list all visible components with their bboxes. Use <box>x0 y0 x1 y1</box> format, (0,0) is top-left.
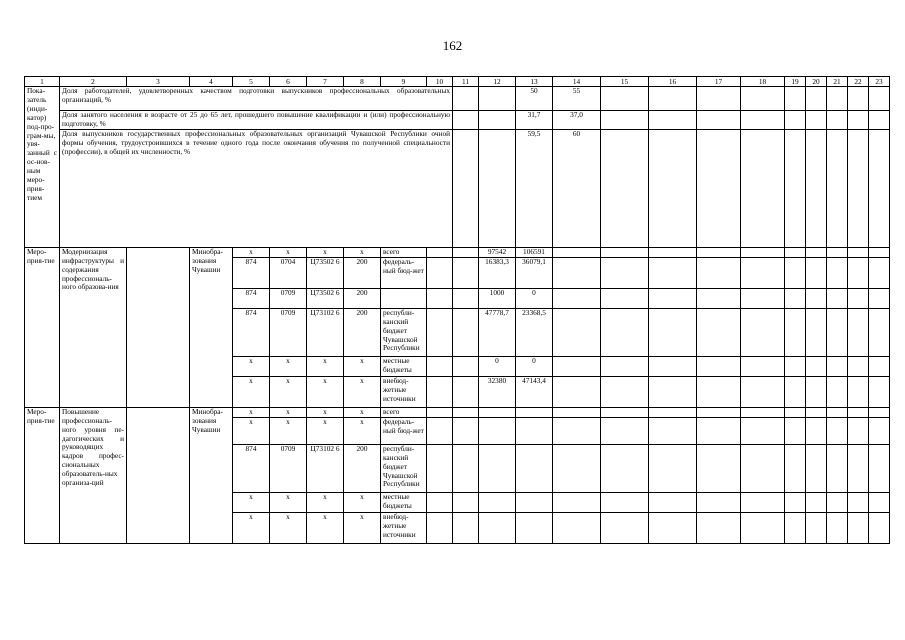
empty-cell <box>479 129 516 247</box>
empty-cell <box>785 417 806 444</box>
empty-cell <box>827 111 848 130</box>
empty-cell <box>601 417 649 444</box>
empty-cell <box>697 512 741 543</box>
column-number: 20 <box>806 77 827 87</box>
event-executor: Минобра-зования Чувашии <box>190 247 233 407</box>
empty-cell <box>869 247 890 257</box>
event-row <box>25 247 890 257</box>
empty-cell <box>649 87 697 111</box>
column-number: 11 <box>453 77 479 87</box>
empty-cell <box>827 492 848 512</box>
value-12 <box>479 512 516 543</box>
empty-cell <box>806 417 827 444</box>
section-code: х <box>270 407 307 417</box>
grbs-code: 874 <box>233 257 270 288</box>
grbs-code: х <box>233 492 270 512</box>
expense-type-code: х <box>344 247 381 257</box>
empty-cell <box>601 356 649 376</box>
column-number: 23 <box>869 77 890 87</box>
empty-cell <box>827 444 848 492</box>
empty-cell <box>453 512 479 543</box>
empty-cell <box>649 356 697 376</box>
empty-cell <box>806 492 827 512</box>
empty-cell <box>806 111 827 130</box>
empty-cell <box>479 87 516 111</box>
event-executor: Минобра-зования Чувашии <box>190 407 233 543</box>
empty-cell <box>601 247 649 257</box>
column-number: 5 <box>233 77 270 87</box>
funding-source: федераль-ный бюд-жет <box>381 417 427 444</box>
target-article-code: Ц73102 6 <box>307 308 344 356</box>
value-13: 36079,1 <box>516 257 553 288</box>
empty-cell <box>785 288 806 308</box>
empty-cell <box>869 417 890 444</box>
empty-cell <box>649 512 697 543</box>
funding-source: местные бюджеты <box>381 492 427 512</box>
empty-cell <box>427 492 453 512</box>
funding-source: всего <box>381 247 427 257</box>
expense-type-code: 200 <box>344 444 381 492</box>
empty-cell <box>427 512 453 543</box>
empty-cell <box>869 111 890 130</box>
empty-cell <box>827 288 848 308</box>
value-12 <box>479 444 516 492</box>
empty-cell <box>453 308 479 356</box>
empty-cell <box>806 407 827 417</box>
empty-cell <box>601 87 649 111</box>
empty-cell <box>697 247 741 257</box>
empty-cell <box>806 288 827 308</box>
target-article-code: х <box>307 376 344 407</box>
empty-cell <box>553 308 601 356</box>
empty-cell <box>741 512 785 543</box>
column-number: 22 <box>848 77 869 87</box>
empty-cell <box>453 376 479 407</box>
column-number: 6 <box>270 77 307 87</box>
empty-cell <box>869 444 890 492</box>
value-12: 97542 <box>479 247 516 257</box>
column-number: 9 <box>381 77 427 87</box>
value-12: 32380 <box>479 376 516 407</box>
column-number: 19 <box>785 77 806 87</box>
empty-cell <box>848 407 869 417</box>
section-code: х <box>270 492 307 512</box>
empty-cell <box>827 308 848 356</box>
empty-cell <box>785 247 806 257</box>
target-article-code: х <box>307 492 344 512</box>
empty-cell <box>697 257 741 288</box>
empty-cell <box>827 257 848 288</box>
target-article-code: х <box>307 407 344 417</box>
column-number: 10 <box>427 77 453 87</box>
event-label: Меро-прия-тие <box>25 407 60 543</box>
empty-cell <box>453 288 479 308</box>
indicator-value-13: 37,0 <box>553 111 601 130</box>
empty-cell <box>741 308 785 356</box>
empty-cell <box>741 129 785 247</box>
section-code: 0709 <box>270 288 307 308</box>
empty-cell <box>427 308 453 356</box>
indicator-value-13: 55 <box>553 87 601 111</box>
section-code: х <box>270 356 307 376</box>
empty-cell <box>601 444 649 492</box>
funding-source: местные бюджеты <box>381 356 427 376</box>
empty-cell <box>869 308 890 356</box>
empty-cell <box>848 417 869 444</box>
empty-cell <box>649 308 697 356</box>
value-13 <box>516 417 553 444</box>
empty-cell <box>427 257 453 288</box>
empty-cell <box>848 492 869 512</box>
value-13 <box>516 492 553 512</box>
column-number: 3 <box>127 77 190 87</box>
column-number: 2 <box>60 77 127 87</box>
empty-cell <box>649 111 697 130</box>
funding-source <box>381 288 427 308</box>
empty-cell <box>827 356 848 376</box>
empty-cell <box>848 288 869 308</box>
target-article-code: Ц73502 6 <box>307 257 344 288</box>
event-label: Меро-прия-тие <box>25 247 60 407</box>
empty-cell <box>806 356 827 376</box>
value-13: 47143,4 <box>516 376 553 407</box>
grbs-code: 874 <box>233 308 270 356</box>
value-12: 47778,7 <box>479 308 516 356</box>
empty-cell <box>848 129 869 247</box>
expense-type-code: х <box>344 376 381 407</box>
empty-cell <box>601 492 649 512</box>
empty-cell <box>553 356 601 376</box>
empty-cell <box>697 308 741 356</box>
empty-cell <box>697 376 741 407</box>
empty-cell <box>649 288 697 308</box>
value-12: 16383,3 <box>479 257 516 288</box>
indicator-value-12: 59,5 <box>516 129 553 247</box>
funding-source: федераль-ный бюд-жет <box>381 257 427 288</box>
empty-cell <box>697 444 741 492</box>
empty-cell <box>601 288 649 308</box>
empty-cell <box>741 87 785 111</box>
indicator-value-12: 31,7 <box>516 111 553 130</box>
indicator-row <box>25 87 890 111</box>
value-12 <box>479 417 516 444</box>
empty-cell <box>453 444 479 492</box>
empty-cell <box>741 417 785 444</box>
empty-cell <box>806 308 827 356</box>
empty-cell <box>553 417 601 444</box>
indicator-text: Доля выпускников государственных профессиональных образовательных организаций Чувашской Республики очной формы обучения, трудоустроившихся в течение одного года после окончания обучения по полученной специальности (профессии), в общей их численности, % <box>60 129 453 247</box>
expense-type-code: 200 <box>344 257 381 288</box>
empty-cell <box>869 356 890 376</box>
column-number: 14 <box>553 77 601 87</box>
empty-cell <box>785 444 806 492</box>
empty-cell <box>869 87 890 111</box>
empty-cell <box>785 87 806 111</box>
empty-cell <box>649 129 697 247</box>
empty-cell <box>427 417 453 444</box>
indicator-label: Пока-затель (инди-катор) под-про-грам-мы, увя-занный с ос-нов-ным меро-прия-тием <box>25 87 60 248</box>
funding-source: республи-канский бюджет Чувашской Республики <box>381 444 427 492</box>
value-13 <box>516 444 553 492</box>
target-article-code: х <box>307 512 344 543</box>
section-code: 0709 <box>270 444 307 492</box>
empty-cell <box>697 288 741 308</box>
empty-cell <box>697 356 741 376</box>
target-article-code: Ц73502 6 <box>307 288 344 308</box>
empty-cell <box>848 444 869 492</box>
empty-cell <box>649 417 697 444</box>
empty-cell <box>741 247 785 257</box>
section-code: 0709 <box>270 308 307 356</box>
grbs-code: х <box>233 376 270 407</box>
empty-cell <box>848 111 869 130</box>
indicator-row <box>25 129 890 247</box>
grbs-code: 874 <box>233 288 270 308</box>
empty-cell <box>453 111 479 130</box>
grbs-code: х <box>233 247 270 257</box>
funding-source: внебюд-жетные источники <box>381 376 427 407</box>
empty-cell <box>806 129 827 247</box>
empty-cell <box>453 356 479 376</box>
indicator-text: Доля работодателей, удовлетворенных качеством подготовки выпускников профессиональных образовательных организаций, % <box>60 87 453 111</box>
column-number: 16 <box>649 77 697 87</box>
event-name: Модернизация инфраструктуры и содержания профессиональ-ного образова-ния <box>60 247 127 407</box>
empty-cell <box>553 288 601 308</box>
value-12: 0 <box>479 356 516 376</box>
value-13: 23368,5 <box>516 308 553 356</box>
empty-cell <box>848 512 869 543</box>
empty-cell <box>806 376 827 407</box>
empty-cell <box>869 129 890 247</box>
empty-cell <box>827 247 848 257</box>
budget-table <box>24 76 890 544</box>
column-number: 13 <box>516 77 553 87</box>
empty-cell <box>806 444 827 492</box>
empty-cell <box>827 129 848 247</box>
empty-cell <box>697 87 741 111</box>
empty-cell <box>453 417 479 444</box>
expense-type-code: х <box>344 407 381 417</box>
empty-cell <box>806 512 827 543</box>
empty-cell <box>553 247 601 257</box>
funding-source: всего <box>381 407 427 417</box>
column-number: 12 <box>479 77 516 87</box>
empty-cell <box>785 356 806 376</box>
column-number-row <box>25 77 890 87</box>
empty-cell <box>697 492 741 512</box>
empty-cell <box>827 417 848 444</box>
empty-cell <box>741 257 785 288</box>
empty-cell <box>649 247 697 257</box>
indicator-row <box>25 111 890 130</box>
empty-cell <box>869 376 890 407</box>
empty-cell <box>697 129 741 247</box>
grbs-code: х <box>233 512 270 543</box>
empty-cell <box>127 407 190 543</box>
event-name: Повышение профессиональ-ного уровня пе-дагогических и руководящих кадров профес-сиональных образователь-ных организа-ций <box>60 407 127 543</box>
expense-type-code: 200 <box>344 288 381 308</box>
empty-cell <box>649 257 697 288</box>
empty-cell <box>869 407 890 417</box>
empty-cell <box>827 512 848 543</box>
indicator-value-12: 50 <box>516 87 553 111</box>
event-row <box>25 407 890 417</box>
expense-type-code: х <box>344 512 381 543</box>
empty-cell <box>601 257 649 288</box>
empty-cell <box>697 111 741 130</box>
empty-cell <box>827 87 848 111</box>
empty-cell <box>553 407 601 417</box>
section-code: х <box>270 247 307 257</box>
empty-cell <box>127 247 190 407</box>
column-number: 4 <box>190 77 233 87</box>
empty-cell <box>827 376 848 407</box>
empty-cell <box>848 376 869 407</box>
empty-cell <box>553 492 601 512</box>
empty-cell <box>741 376 785 407</box>
empty-cell <box>869 492 890 512</box>
empty-cell <box>785 257 806 288</box>
empty-cell <box>806 87 827 111</box>
expense-type-code: х <box>344 356 381 376</box>
target-article-code: х <box>307 356 344 376</box>
empty-cell <box>453 407 479 417</box>
section-code: 0704 <box>270 257 307 288</box>
empty-cell <box>741 444 785 492</box>
empty-cell <box>427 288 453 308</box>
empty-cell <box>848 308 869 356</box>
expense-type-code: х <box>344 492 381 512</box>
empty-cell <box>427 407 453 417</box>
section-code: х <box>270 417 307 444</box>
empty-cell <box>741 492 785 512</box>
empty-cell <box>427 247 453 257</box>
empty-cell <box>553 444 601 492</box>
value-13: 106591 <box>516 247 553 257</box>
empty-cell <box>869 512 890 543</box>
empty-cell <box>697 417 741 444</box>
column-number: 8 <box>344 77 381 87</box>
empty-cell <box>741 288 785 308</box>
empty-cell <box>601 129 649 247</box>
empty-cell <box>601 111 649 130</box>
grbs-code: х <box>233 356 270 376</box>
value-13: 0 <box>516 288 553 308</box>
empty-cell <box>785 129 806 247</box>
column-number: 18 <box>741 77 785 87</box>
empty-cell <box>806 247 827 257</box>
column-number: 17 <box>697 77 741 87</box>
grbs-code: 874 <box>233 444 270 492</box>
empty-cell <box>649 444 697 492</box>
empty-cell <box>806 257 827 288</box>
empty-cell <box>785 376 806 407</box>
expense-type-code: х <box>344 417 381 444</box>
column-number: 15 <box>601 77 649 87</box>
value-12 <box>479 407 516 417</box>
empty-cell <box>785 308 806 356</box>
empty-cell <box>741 356 785 376</box>
funding-source: республи-канский бюджет Чувашской Республики <box>381 308 427 356</box>
column-number: 1 <box>25 77 60 87</box>
empty-cell <box>427 356 453 376</box>
empty-cell <box>785 407 806 417</box>
empty-cell <box>601 407 649 417</box>
empty-cell <box>741 111 785 130</box>
empty-cell <box>601 308 649 356</box>
funding-source: внебюд-жетные источники <box>381 512 427 543</box>
empty-cell <box>848 247 869 257</box>
empty-cell <box>848 87 869 111</box>
empty-cell <box>479 111 516 130</box>
grbs-code: х <box>233 407 270 417</box>
empty-cell <box>649 407 697 417</box>
empty-cell <box>427 444 453 492</box>
empty-cell <box>697 407 741 417</box>
page-number: 162 <box>442 38 463 53</box>
value-13 <box>516 407 553 417</box>
grbs-code: х <box>233 417 270 444</box>
section-code: х <box>270 376 307 407</box>
column-number: 21 <box>827 77 848 87</box>
empty-cell <box>453 257 479 288</box>
value-13: 0 <box>516 356 553 376</box>
empty-cell <box>848 356 869 376</box>
expense-type-code: 200 <box>344 308 381 356</box>
empty-cell <box>741 407 785 417</box>
empty-cell <box>453 247 479 257</box>
empty-cell <box>453 492 479 512</box>
section-code: х <box>270 512 307 543</box>
indicator-value-13: 60 <box>553 129 601 247</box>
indicator-text: Доля занятого населения в возрасте от 25 до 65 лет, прошедшего повышение квалификации и (или) профессиональную подготовку, % <box>60 111 453 130</box>
target-article-code: х <box>307 247 344 257</box>
empty-cell <box>827 407 848 417</box>
empty-cell <box>785 111 806 130</box>
empty-cell <box>785 492 806 512</box>
empty-cell <box>553 376 601 407</box>
empty-cell <box>453 87 479 111</box>
empty-cell <box>601 512 649 543</box>
empty-cell <box>553 512 601 543</box>
target-article-code: Ц73102 6 <box>307 444 344 492</box>
empty-cell <box>649 376 697 407</box>
empty-cell <box>848 257 869 288</box>
empty-cell <box>869 288 890 308</box>
empty-cell <box>553 257 601 288</box>
empty-cell <box>453 129 479 247</box>
empty-cell <box>427 376 453 407</box>
empty-cell <box>601 376 649 407</box>
value-12: 1000 <box>479 288 516 308</box>
empty-cell <box>785 512 806 543</box>
empty-cell <box>649 492 697 512</box>
column-number: 7 <box>307 77 344 87</box>
value-12 <box>479 492 516 512</box>
target-article-code: х <box>307 417 344 444</box>
value-13 <box>516 512 553 543</box>
empty-cell <box>869 257 890 288</box>
